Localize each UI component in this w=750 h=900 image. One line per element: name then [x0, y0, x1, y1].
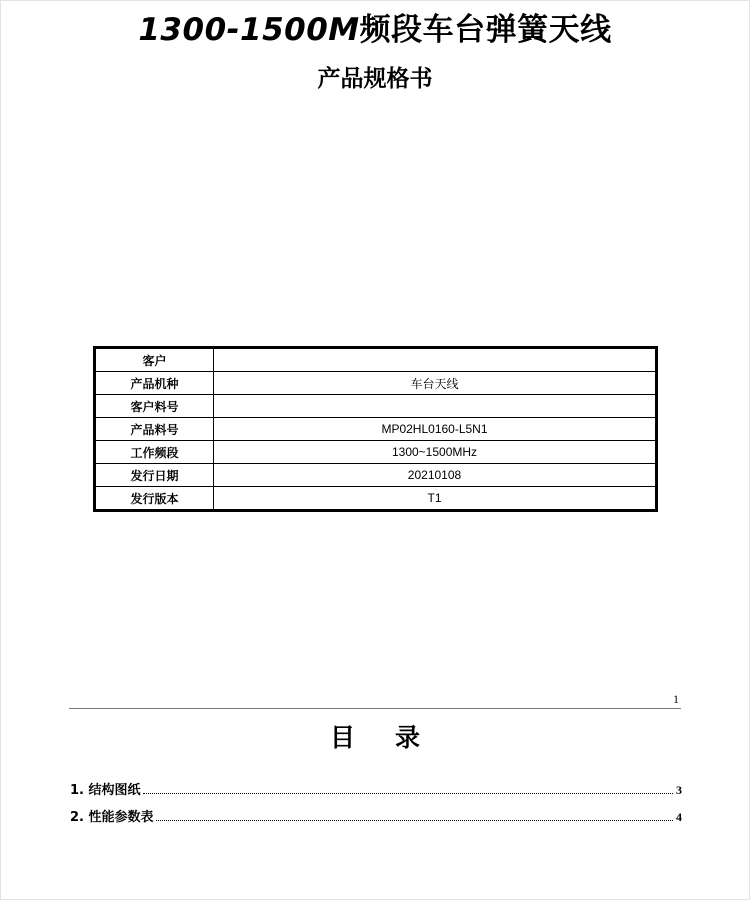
- toc-entry-performance-table[interactable]: [70, 805, 682, 825]
- document-title-cjk: 频段车台弹簧天线: [359, 12, 612, 48]
- table-row: [95, 441, 657, 464]
- document-title: [0, 4, 750, 49]
- toc-entry-structure-drawing[interactable]: [70, 778, 682, 798]
- row-value-product-model: 车台天线: [214, 372, 657, 395]
- footer-divider: [69, 708, 681, 709]
- row-label-product-part-no: 产品料号: [95, 418, 214, 441]
- row-value-frequency-band: 1300~1500MHz: [214, 441, 657, 464]
- toc-entry-page: 3: [676, 783, 682, 797]
- product-info-table: [93, 346, 658, 512]
- row-label-release-version: 发行版本: [95, 487, 214, 511]
- row-value-customer-part-no: [214, 395, 657, 418]
- row-label-product-model: 产品机种: [95, 372, 214, 395]
- toc-entry-text: 1. 结构图纸: [70, 783, 141, 798]
- table-row: [95, 464, 657, 487]
- toc-entry-page: 4: [676, 810, 682, 824]
- toc-heading-char-1: 目: [329, 723, 355, 752]
- row-label-customer: 客户: [95, 348, 214, 372]
- document-title-latin: 1300-1500M: [138, 12, 360, 48]
- table-row: [95, 418, 657, 441]
- table-row: [95, 348, 657, 372]
- toc-heading: [0, 718, 750, 754]
- toc-dot-leader: [143, 793, 673, 794]
- row-value-release-version: T1: [214, 487, 657, 511]
- table-row: [95, 395, 657, 418]
- row-label-frequency-band: 工作频段: [95, 441, 214, 464]
- page-number: 1: [673, 692, 679, 706]
- toc-dot-leader: [156, 820, 673, 821]
- row-label-release-date: 发行日期: [95, 464, 214, 487]
- document-subtitle: 产品规格书: [317, 66, 433, 92]
- row-value-customer: [214, 348, 657, 372]
- table-row: [95, 487, 657, 511]
- toc-heading-char-2: 录: [395, 723, 421, 752]
- row-value-product-part-no: MP02HL0160-L5N1: [214, 418, 657, 441]
- row-label-customer-part-no: 客户料号: [95, 395, 214, 418]
- table-row: [95, 372, 657, 395]
- row-value-release-date: 20210108: [214, 464, 657, 487]
- toc-entry-text: 2. 性能参数表: [70, 810, 154, 825]
